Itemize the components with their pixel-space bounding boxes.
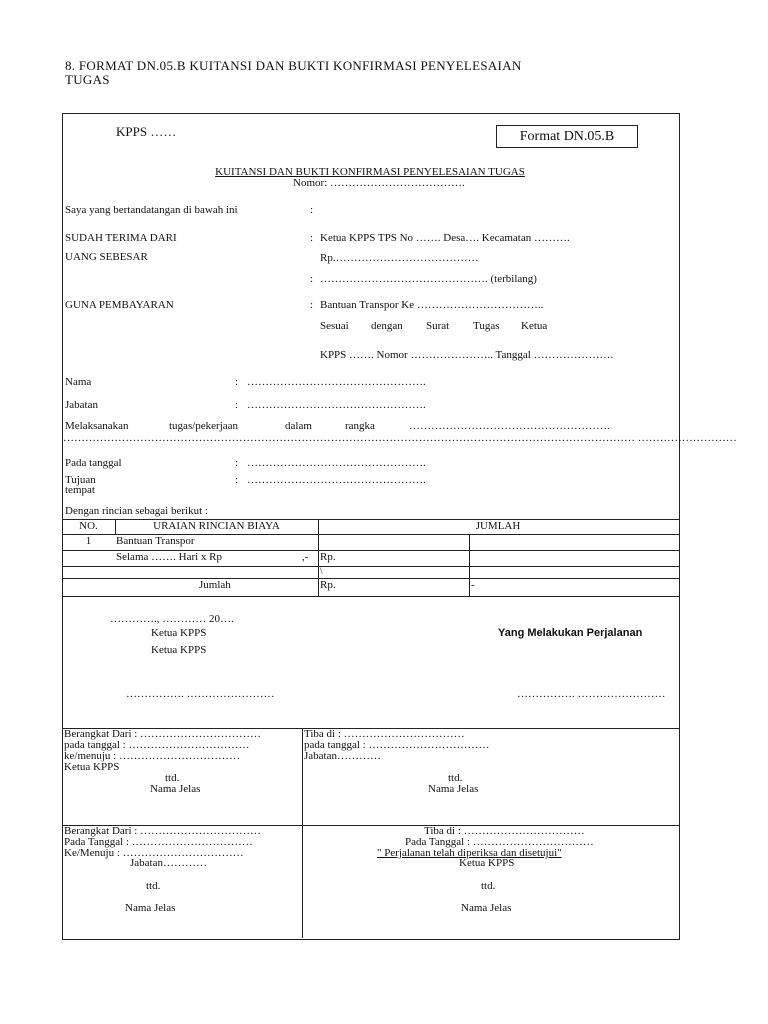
travel1-ketua: Ketua KPPS — [64, 761, 120, 773]
travel2-pada-tanggal: Pada Tanggal : …………………………… — [64, 836, 253, 848]
travel2-ttd-r: ttd. — [481, 880, 496, 892]
uang-sebesar-label: UANG SEBESAR — [65, 251, 148, 263]
table-total-value: - — [471, 579, 475, 591]
travel2-nama-jelas-r: Nama Jelas — [461, 902, 512, 914]
travel1-jabatan: Jabatan………… — [304, 750, 381, 762]
travel2-ketua: Ketua KPPS — [459, 857, 515, 869]
melaksanakan-word: Melaksanakan — [65, 420, 129, 432]
colon: : — [310, 299, 314, 311]
jabatan-label: Jabatan — [65, 399, 98, 411]
tujuan-label: Tujuan — [65, 474, 96, 486]
uang-sebesar-value: Rp.………………………………… — [320, 252, 479, 264]
sign-date: …………., ………… 20…. — [110, 613, 234, 625]
format-badge: Format DN.05.B — [496, 125, 638, 148]
kpps-header: KPPS …… — [116, 124, 177, 139]
sign-ketua-kpps: Ketua KPPS — [151, 644, 207, 656]
travel1-nama-jelas-r: Nama Jelas — [428, 783, 479, 795]
sudah-terima-label: SUDAH TERIMA DARI — [65, 232, 177, 244]
sign-dots-right: ……………. …………………… — [517, 688, 666, 700]
guna-pembayaran-value: Bantuan Transpor Ke …………………………….. — [320, 299, 544, 311]
saya-label: Saya yang bertandatangan di bawah ini — [65, 204, 238, 216]
long-dots: ………………………………………………………………………………………………………………………………………… ……………………… — [63, 432, 737, 444]
travel2-pada-tanggal-r: Pada Tanggal : …………………………… — [405, 836, 594, 848]
sesuai-word: dengan — [371, 320, 403, 332]
table-row-desc: Selama ……. Hari x Rp — [116, 551, 223, 563]
nama-value: …………………………………………. — [247, 376, 426, 388]
travel2-ttd: ttd. — [146, 880, 161, 892]
table-row-rp: Rp. — [320, 551, 336, 563]
colon: : — [310, 204, 314, 216]
travel1-kemenuju: ke/menuju : …………………………… — [64, 750, 240, 762]
travel2-jabatan: Jabatan………… — [130, 857, 207, 869]
travel1-ttd: ttd. — [165, 772, 180, 784]
travel1-berangkat: Berangkat Dari : …………………………… — [64, 728, 262, 740]
sesuai-word: Tugas — [473, 320, 500, 332]
form-nomor: Nomor: ………………………………. — [293, 177, 465, 189]
jabatan-value: …………………………………………. — [247, 399, 426, 411]
sign-dots-left: ……………. …………………… — [126, 688, 275, 700]
colon: : — [235, 457, 239, 469]
travel1-ttd-r: ttd. — [448, 772, 463, 784]
colon: : — [235, 399, 239, 411]
sesuai-word: Sesuai — [320, 320, 349, 332]
section-heading-line2: TUGAS — [65, 72, 110, 87]
melaksanakan-word: rangka — [345, 420, 375, 432]
travel2-nama-jelas: Nama Jelas — [125, 902, 176, 914]
sesuai-word: Surat — [426, 320, 450, 332]
rincian-label: Dengan rincian sebagai berikut : — [65, 505, 208, 517]
pada-tanggal-label: Pada tanggal — [65, 457, 122, 469]
table-total-rp: Rp. — [320, 579, 336, 591]
colon: : — [310, 273, 314, 285]
nama-label: Nama — [65, 376, 92, 388]
travel1-tiba: Tiba di : …………………………… — [304, 728, 465, 740]
melaksanakan-word: tugas/pekerjaan — [169, 420, 239, 432]
sudah-terima-value: Ketua KPPS TPS No ……. Desa…. Kecamatan ………. — [320, 232, 570, 244]
table-row-suffix: ,- — [302, 551, 309, 563]
table-header-jumlah: JUMLAH — [475, 520, 521, 532]
tujuan-value: …………………………………………. — [247, 474, 426, 486]
travel1-pada-tanggal-r: pada tanggal : …………………………… — [304, 739, 490, 751]
travel2-tiba: Tiba di : …………………………… — [424, 825, 585, 837]
table-header-uraian: URAIAN RINCIAN BIAYA — [153, 520, 280, 532]
travel1-nama-jelas: Nama Jelas — [150, 783, 201, 795]
sign-ketua-kpps: Ketua KPPS — [151, 627, 207, 639]
section-heading-line1: 8. FORMAT DN.05.B KUITANSI DAN BUKTI KONFIRMASI PENYELESAIAN — [65, 58, 522, 73]
melaksanakan-word: dalam — [285, 420, 312, 432]
sign-yang-melakukan: Yang Melakukan Perjalanan — [498, 627, 643, 639]
travel2-diperiksa: " Perjalanan telah diperiksa dan disetujui" — [377, 847, 562, 859]
travel1-pada-tanggal: pada tanggal : …………………………… — [64, 739, 250, 751]
colon: : — [310, 232, 314, 244]
kpps-nomor-tanggal: KPPS ……. Nomor ………………….. Tanggal …………………. — [320, 349, 614, 361]
travel2-kemenuju: Ke/Menuju : …………………………… — [64, 847, 244, 859]
pada-tanggal-value: …………………………………………. — [247, 457, 426, 469]
travel2-berangkat: Berangkat Dari : …………………………… — [64, 825, 262, 837]
terbilang-value: ………………………………………. (terbilang) — [320, 273, 537, 285]
table-row-no: 1 — [85, 535, 92, 547]
tempat-label: tempat — [65, 484, 95, 496]
form-title: KUITANSI DAN BUKTI KONFIRMASI PENYELESAIAN TUGAS — [215, 166, 525, 178]
table-row-mark: \ — [320, 566, 323, 576]
colon: : — [235, 474, 239, 486]
table-header-no: NO. — [79, 520, 98, 532]
table-total-label: Jumlah — [199, 579, 231, 591]
guna-pembayaran-label: GUNA PEMBAYARAN — [65, 299, 174, 311]
table-row-desc: Bantuan Transpor — [116, 535, 195, 547]
sesuai-word: Ketua — [521, 320, 548, 332]
melaksanakan-dots: ………………………………………………. — [409, 420, 610, 432]
colon: : — [235, 376, 239, 388]
